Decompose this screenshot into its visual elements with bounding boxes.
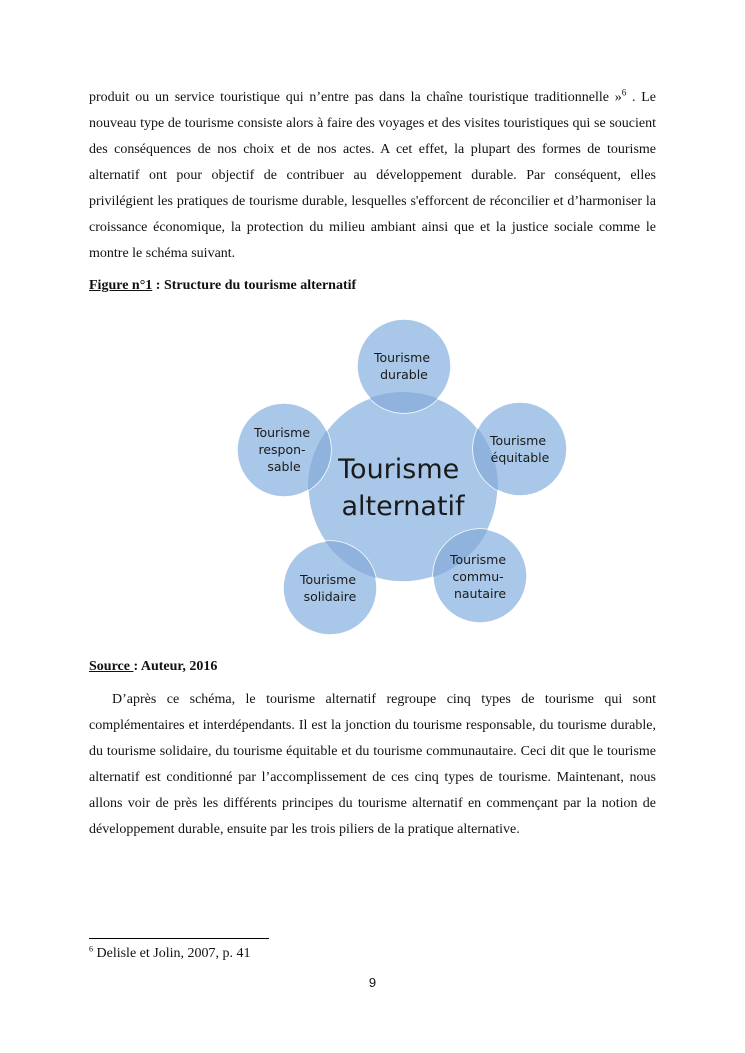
paragraph-1-text-a: produit ou un service touristique qui n’entre pas dans la chaîne touristique traditionnelle » xyxy=(89,90,622,105)
solidaire-label-line-1: Tourisme xyxy=(299,572,357,587)
footnote-reference[interactable]: 6 xyxy=(621,87,627,98)
source-label: Source xyxy=(89,659,134,674)
source-caption xyxy=(89,659,217,675)
source-text: : Auteur, 2016 xyxy=(133,659,218,674)
figure-label: Figure n°1 xyxy=(89,278,153,293)
footnote xyxy=(89,946,251,962)
paragraph-1-text-b: . Le nouveau type de tourisme consiste alors à faire des voyages et des visites touristiques qui se soucient des conséquences de nos choix et de nos actes. A cet effet, la plupart des formes de tourisme alternatif ont pour objectif de contribuer au développement durable. Par conséquent, elles privilégient les pratiques de tourisme durable, lesquelles s'efforcent de réconcilier et d’harmoniser la croissance économique, la protection du milieu ambiant ainsi que et la justice sociale comme le montre le schéma suivant. xyxy=(89,90,656,261)
responsable-label-line-3: sable xyxy=(267,459,301,474)
communautaire-label-line-3: nautaire xyxy=(453,586,507,601)
equitable-label-line-1: Tourisme xyxy=(489,433,547,448)
figure-title: : Structure du tourisme alternatif xyxy=(152,278,357,293)
center-label-line-2: alternatif xyxy=(341,491,465,522)
equitable-label-line-2: équitable xyxy=(490,450,550,465)
body-paragraph-2: D’après ce schéma, le tourisme alternatif regroupe cinq types de tourisme qui sont complémentaires et interdépendants. Il est la jonction du tourisme responsable, du tourisme durable, du tourisme solidaire, du tourisme équitable et du tourisme communautaire. Ceci dit que le tourisme alternatif est conditionné par l’accomplissement de ces cinq types de tourisme. Maintenant, nous allons voir de près les différents principes du tourisme alternatif en commençant par la notion de développement durable, ensuite par les trois piliers de la pratique alternative. xyxy=(89,692,656,837)
communautaire-label-line-2: commu- xyxy=(452,569,504,584)
page-number: 9 xyxy=(368,975,377,990)
communautaire-label xyxy=(449,552,510,601)
responsable-label-line-1: Tourisme xyxy=(253,425,311,440)
durable-label-line-1: Tourisme xyxy=(373,350,431,365)
center-label-line-1: Tourisme xyxy=(338,454,460,485)
footnote-number: 6 xyxy=(89,944,93,954)
communautaire-label-line-1: Tourisme xyxy=(449,552,507,567)
durable-label-line-2: durable xyxy=(380,367,428,382)
solidaire-label-line-2: solidaire xyxy=(303,589,357,604)
responsable-label-line-2: respon- xyxy=(258,442,306,457)
footnote-separator xyxy=(89,938,269,939)
footnote-text: Delisle et Jolin, 2007, p. 41 xyxy=(93,946,251,961)
